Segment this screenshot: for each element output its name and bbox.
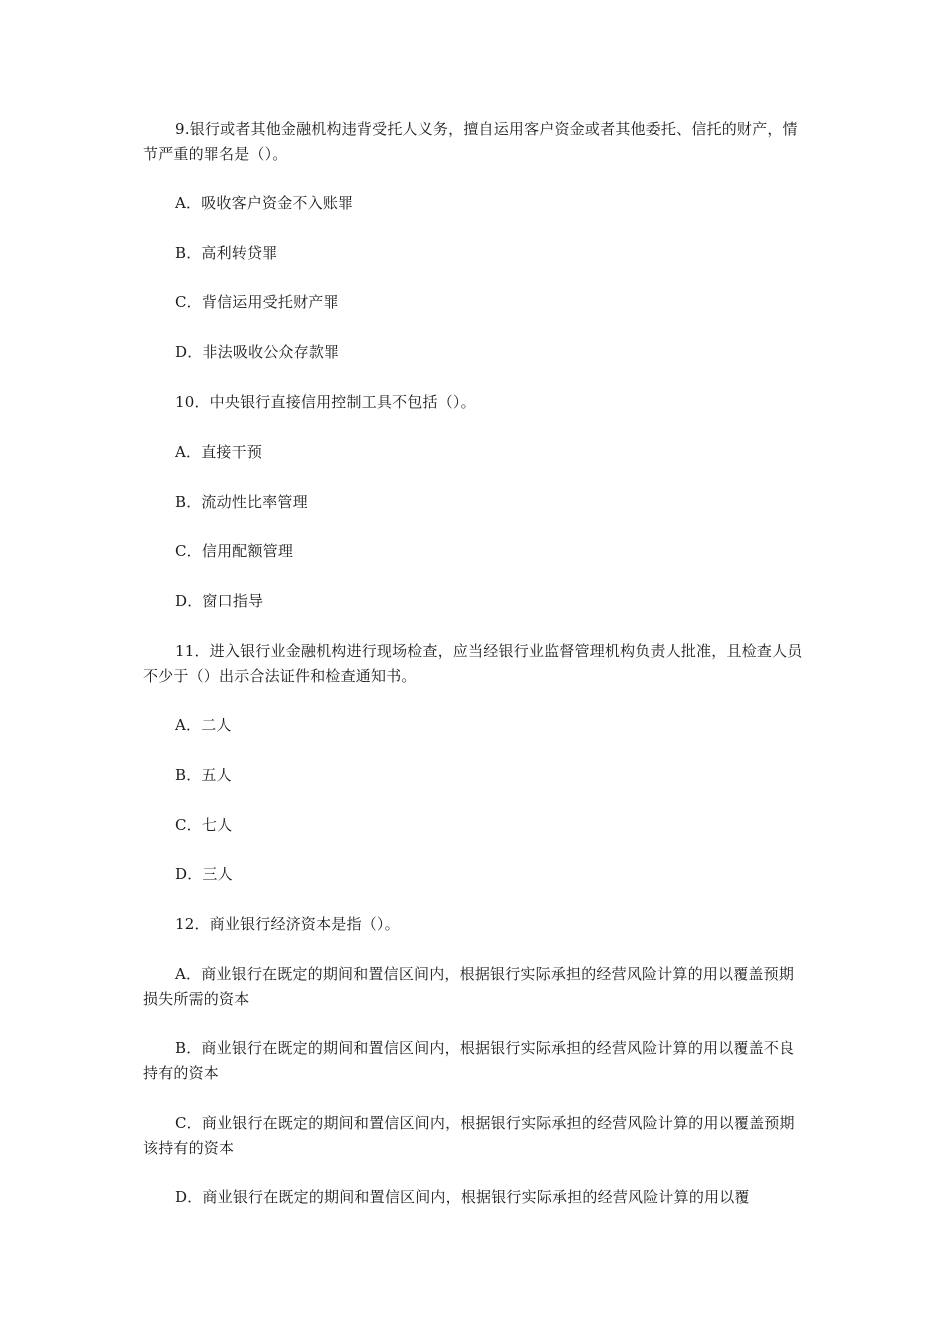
question-9-stem: 9.银行或者其他金融机构违背受托人义务，擅自运用客户资金或者其他委托、信托的财产，情节严重的罪名是（）。 xyxy=(143,120,798,163)
question-9-option-a: A．吸收客户资金不入账罪 xyxy=(175,194,354,212)
question-10-option-a: A．直接干预 xyxy=(175,443,263,461)
question-11-option-a: A．二人 xyxy=(175,716,232,734)
question-10-option-b: B．流动性比率管理 xyxy=(175,493,308,511)
question-9-option-d: D．非法吸收公众存款罪 xyxy=(175,343,340,361)
question-9-option-c: C．背信运用受托财产罪 xyxy=(175,293,339,311)
question-12-option-d: D．商业银行在既定的期间和置信区间内，根据银行实际承担的经营风险计算的用以覆 xyxy=(175,1188,750,1206)
question-10-option-d: D．窗口指导 xyxy=(175,592,264,610)
question-12-option-a: A．商业银行在既定的期间和置信区间内，根据银行实际承担的经营风险计算的用以覆盖预期损失所需的资本 xyxy=(143,965,795,1008)
question-12-stem: 12．商业银行经济资本是指（）。 xyxy=(175,915,400,933)
question-11-stem: 11．进入银行业金融机构进行现场检查，应当经银行业监督管理机构负责人批准，且检查人员不少于（）出示合法证件和检查通知书。 xyxy=(143,642,803,685)
question-10-option-c: C．信用配额管理 xyxy=(175,542,294,560)
question-11-option-d: D．三人 xyxy=(175,865,233,883)
question-11-option-c: C．七人 xyxy=(175,816,233,834)
question-9-option-b: B．高利转贷罪 xyxy=(175,244,278,262)
question-12-option-c: C．商业银行在既定的期间和置信区间内，根据银行实际承担的经营风险计算的用以覆盖预期该持有的资本 xyxy=(143,1114,795,1157)
question-12-option-b: B．商业银行在既定的期间和置信区间内，根据银行实际承担的经营风险计算的用以覆盖不良持有的资本 xyxy=(143,1039,795,1082)
question-11-option-b: B．五人 xyxy=(175,766,232,784)
question-10-stem: 10．中央银行直接信用控制工具不包括（）。 xyxy=(175,393,476,411)
